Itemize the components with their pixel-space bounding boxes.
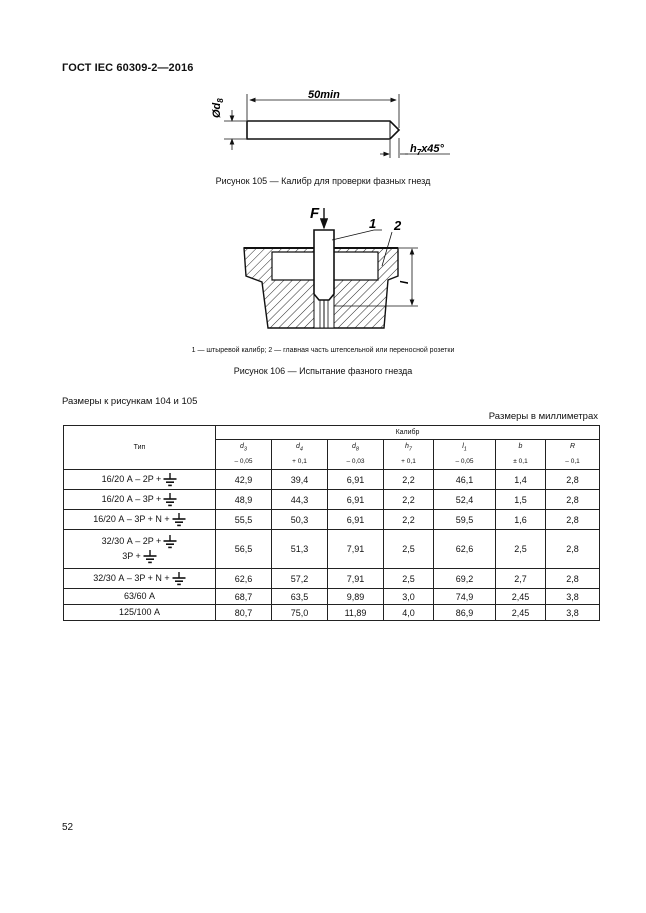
type-label: 32/30 А – 3P + N + [93,573,170,583]
type-label: 63/60 А [123,591,156,601]
dimensions-table [63,425,600,621]
col-symbol: b [518,443,523,451]
document-header: ГОСТ IEC 60309-2—2016 [62,62,194,74]
table-intro: Размеры к рисункам 104 и 105 [62,396,198,407]
col-header-type: Тип [64,426,216,470]
cell-value: 7,91 [328,530,384,569]
cell-value: 50,3 [272,510,328,530]
figure-105-drawing [200,80,460,170]
cell-value: 56,5 [216,530,272,569]
cell-value: 55,5 [216,510,272,530]
col-tolerance: – 0,05 [234,457,253,465]
figure-105-caption: Рисунок 105 — Калибр для проверки фазных гнезд [215,176,431,186]
cell-value: 39,4 [272,470,328,490]
length-label: 50min [308,89,340,101]
cell-value: 62,6 [434,530,496,569]
type-label-2: 3P + [122,551,141,561]
cell-value: 6,91 [328,510,384,530]
table-row [64,510,600,530]
diameter-label: $Ød_8$ [211,98,225,118]
type-label: 32/30 А – 2P + [101,536,162,546]
cell-value: 59,5 [434,510,496,530]
cell-value: 86,9 [434,605,496,621]
cell-type [64,490,216,510]
col-symbol: $d_4$ [296,443,303,453]
cell-value: 48,9 [216,490,272,510]
col-symbol: $h_7$ [405,443,412,453]
cell-value: 2,2 [384,490,434,510]
col-symbol: $d_3$ [240,443,247,453]
cell-value: 75,0 [272,605,328,621]
col-symbol: $l_1$ [462,443,467,453]
col-tolerance: – 0,03 [346,457,365,465]
figure-106-drawing [232,196,432,336]
table-row [64,589,600,605]
table-row [64,470,600,490]
type-label: 16/20 А – 3P + [101,494,162,504]
cell-value: 44,3 [272,490,328,510]
type-label: 16/20 А – 2P + [101,474,162,484]
cell-type [64,470,216,490]
cell-value: 1,4 [496,470,546,490]
col-header [434,440,496,470]
earth-icon [143,550,157,564]
cell-type [64,510,216,530]
col-header [546,440,600,470]
cell-value: 2,8 [546,530,600,569]
table-row [64,605,600,621]
cell-value: 11,89 [328,605,384,621]
chamfer-label: $h_7x45^\circ$ [410,143,444,157]
type-label: 16/20 А – 3P + N + [93,514,170,524]
cell-value: 51,3 [272,530,328,569]
earth-icon [172,572,186,586]
col-header [384,440,434,470]
col-header [496,440,546,470]
cell-value: 1,6 [496,510,546,530]
col-symbol: $d_8$ [352,443,359,453]
col-header [328,440,384,470]
cell-value: 9,89 [328,589,384,605]
cell-value: 6,91 [328,470,384,490]
figure-106-caption: Рисунок 106 — Испытание фазного гнезда [233,366,413,376]
dim-l-label: l [399,280,411,284]
label-1: 1 [369,216,377,231]
cell-value: 2,5 [496,530,546,569]
cell-value: 62,6 [216,569,272,589]
cell-value: 7,91 [328,569,384,589]
table-row [64,490,600,510]
cell-value: 2,8 [546,470,600,490]
cell-value: 2,8 [546,490,600,510]
cell-value: 2,45 [496,589,546,605]
cell-value: 42,9 [216,470,272,490]
cell-value: 2,5 [384,530,434,569]
col-symbol: R [569,443,576,451]
cell-value: 4,0 [384,605,434,621]
cell-value: 57,2 [272,569,328,589]
units-note: Размеры в миллиметрах [488,411,598,422]
cell-value: 63,5 [272,589,328,605]
cell-value: 80,7 [216,605,272,621]
force-label: F [310,205,320,222]
cell-value: 46,1 [434,470,496,490]
cell-value: 52,4 [434,490,496,510]
cell-value: 2,5 [384,569,434,589]
cell-value: 3,8 [546,605,600,621]
cell-value: 2,7 [496,569,546,589]
cell-type [64,589,216,605]
earth-icon [163,493,177,507]
earth-icon [172,513,186,527]
cell-value: 74,9 [434,589,496,605]
col-group-gauge: Калибр [216,426,600,440]
cell-value: 2,2 [384,510,434,530]
col-tolerance: – 0,05 [455,457,474,465]
col-header [216,440,272,470]
type-label: 125/100 А [118,607,161,617]
cell-value: 3,0 [384,589,434,605]
cell-value: 68,7 [216,589,272,605]
col-header [272,440,328,470]
table-row [64,569,600,589]
label-2: 2 [394,218,402,233]
cell-value: 69,2 [434,569,496,589]
cell-value: 3,8 [546,589,600,605]
earth-icon [163,535,177,549]
col-tolerance: ± 0,1 [513,457,528,465]
col-tolerance: + 0,1 [401,457,416,465]
cell-type [64,530,216,569]
page-number: 52 [62,822,74,833]
earth-icon [163,473,177,487]
cell-value: 2,45 [496,605,546,621]
col-tolerance: – 0,1 [565,457,580,465]
figure-106-legend: 1 — штыревой калибр; 2 — главная часть штепсельной или переносной розетки [191,347,455,354]
cell-value: 2,2 [384,470,434,490]
col-tolerance: + 0,1 [292,457,307,465]
cell-type [64,605,216,621]
cell-type [64,569,216,589]
cell-value: 2,8 [546,510,600,530]
cell-value: 1,5 [496,490,546,510]
table-row [64,530,600,569]
cell-value: 6,91 [328,490,384,510]
cell-value: 2,8 [546,569,600,589]
